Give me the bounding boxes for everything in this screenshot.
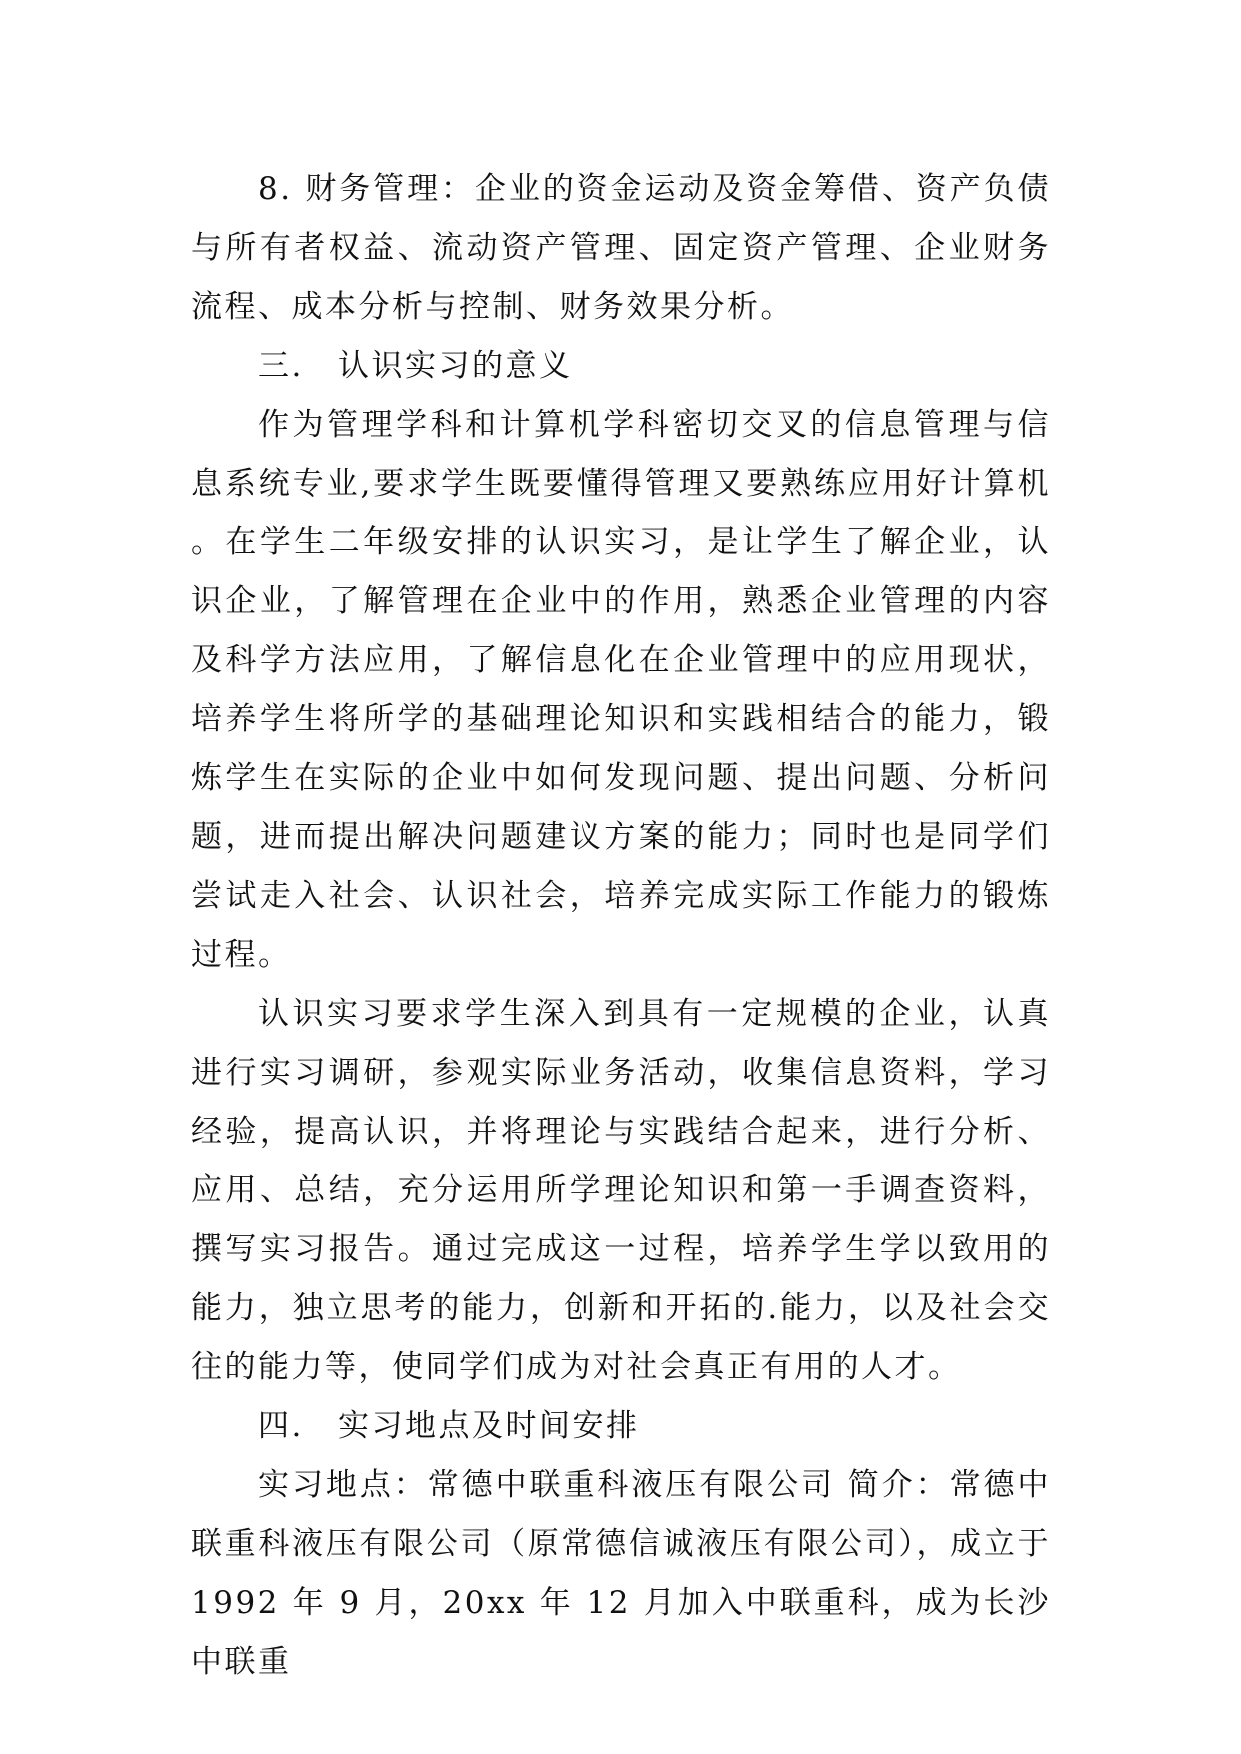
- paragraph-significance: 作为管理学科和计算机学科密切交叉的信息管理与信息系统专业,要求学生既要懂得管理又要熟练应用好计算机。在学生二年级安排的认识实习，是让学生了解企业，认识企业，了解管理在企业中的作用，熟悉企业管理的内容及科学方法应用，了解信息化在企业管理中的应用现状，培养学生将所学的基础理论知识和实践相结合的能力，锻炼学生在实际的企业中如何发现问题、提出问题、分析问题，进而提出解决问题建议方案的能力；同时也是同学们尝试走入社会、认识社会，培养完成实际工作能力的锻炼过程。: [191, 406, 1051, 973]
- paragraph-requirements: 认识实习要求学生深入到具有一定规模的企业，认真进行实习调研，参观实际业务活动，收集信息资料，学习经验，提高认识，并将理论与实践结合起来，进行分析、应用、总结，充分运用所学理论知识和第一手调查资料，撰写实习报告。通过完成这一过程，培养学生学以致用的能力，独立思考的能力，创新和开拓的.能力，以及社会交往的能力等，使同学们成为对社会真正有用的人才。: [191, 995, 1051, 1386]
- section-title-4: 实习地点及时间安排: [338, 1408, 640, 1445]
- section-heading-3: [191, 337, 1051, 396]
- paragraph-financial-management: 8. 财务管理：企业的资金运动及资金筹借、资产负债与所有者权益、流动资产管理、固定资产管理、企业财务流程、成本分析与控制、财务效果分析。: [191, 171, 1051, 325]
- paragraph-location: 实习地点：常德中联重科液压有限公司 简介：常德中联重科液压有限公司（原常德信诚液压有限公司），成立于 1992 年 9 月，20xx 年 12 月加入中联重科，成为长沙中联重: [191, 1466, 1051, 1680]
- section-heading-4: [191, 1397, 1051, 1456]
- section-number-3: 三.: [258, 347, 304, 384]
- section-number-4: 四.: [258, 1408, 304, 1445]
- document-body: [191, 160, 1051, 1692]
- section-title-3: 认识实习的意义: [338, 347, 573, 384]
